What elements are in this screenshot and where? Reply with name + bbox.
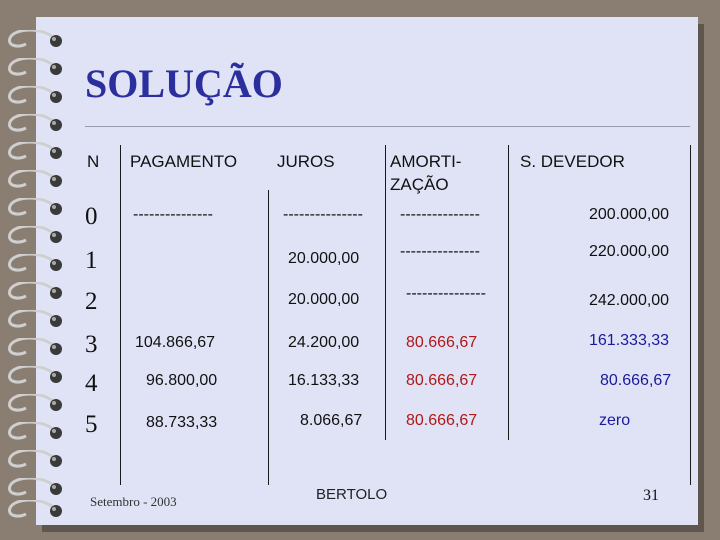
spiral-ring-icon [4, 366, 62, 388]
column-divider [690, 145, 691, 485]
spiral-ring-icon [4, 478, 62, 500]
footer-date: Setembro - 2003 [90, 494, 177, 509]
spiral-ring-icon [4, 254, 62, 276]
spiral-ring-icon [4, 30, 62, 52]
column-divider [268, 190, 269, 485]
column-divider [120, 145, 121, 485]
saldo-cell: 161.333,33 [589, 332, 670, 349]
header-juros: JUROS [277, 152, 335, 171]
spiral-ring-icon [4, 394, 62, 416]
pagamento-cell: 88.733,33 [146, 414, 218, 431]
juros-cell: 16.133,33 [288, 372, 360, 389]
pagamento-cell: 96.800,00 [146, 372, 218, 389]
row-number: 1 [85, 247, 98, 274]
juros-cell: 24.200,00 [288, 334, 360, 351]
saldo-cell: zero [599, 412, 631, 429]
amortizacao-cell: 80.666,67 [406, 372, 478, 389]
header-saldo-devedor: S. DEVEDOR [520, 152, 625, 171]
amortizacao-cell: --------------- [400, 243, 480, 260]
spiral-ring-icon [4, 170, 62, 192]
spiral-ring-icon [4, 114, 62, 136]
spiral-ring-icon [4, 500, 62, 522]
row-number: 0 [85, 203, 98, 230]
spiral-ring-icon [4, 142, 62, 164]
amortizacao-cell: 80.666,67 [406, 412, 478, 429]
header-amortizacao-line1: AMORTI- [390, 152, 462, 171]
row-number: 3 [85, 331, 98, 358]
column-divider [385, 145, 386, 440]
header-n: N [87, 152, 100, 171]
header-amortizacao-line2: ZAÇÃO [390, 175, 449, 194]
spiral-ring-icon [4, 338, 62, 360]
row-number: 4 [85, 370, 98, 397]
saldo-cell: 80.666,67 [600, 372, 672, 389]
amortizacao-cell: 80.666,67 [406, 334, 478, 351]
amortizacao-cell: --------------- [406, 285, 486, 302]
footer-author: BERTOLO [316, 486, 388, 503]
pagamento-cell: --------------- [133, 206, 213, 223]
row-number: 2 [85, 288, 98, 315]
juros-cell: --------------- [283, 206, 363, 223]
spiral-ring-icon [4, 86, 62, 108]
spiral-ring-icon [4, 422, 62, 444]
spiral-ring-icon [4, 226, 62, 248]
juros-cell: 8.066,67 [300, 412, 363, 429]
header-pagamento: PAGAMENTO [130, 152, 238, 171]
page-number: 31 [643, 487, 659, 504]
juros-cell: 20.000,00 [288, 250, 360, 267]
saldo-cell: 220.000,00 [589, 243, 670, 260]
spiral-ring-icon [4, 450, 62, 472]
juros-cell: 20.000,00 [288, 291, 360, 308]
pagamento-cell: 104.866,67 [135, 334, 216, 351]
saldo-cell: 242.000,00 [589, 292, 670, 309]
spiral-ring-icon [4, 282, 62, 304]
row-number: 5 [85, 411, 98, 438]
spiral-ring-icon [4, 198, 62, 220]
amortizacao-cell: --------------- [400, 206, 480, 223]
column-divider [508, 145, 509, 440]
saldo-cell: 200.000,00 [589, 206, 670, 223]
page-title: SOLUÇÃO [85, 61, 283, 106]
title-divider [85, 126, 690, 127]
spiral-ring-icon [4, 310, 62, 332]
spiral-ring-icon [4, 58, 62, 80]
